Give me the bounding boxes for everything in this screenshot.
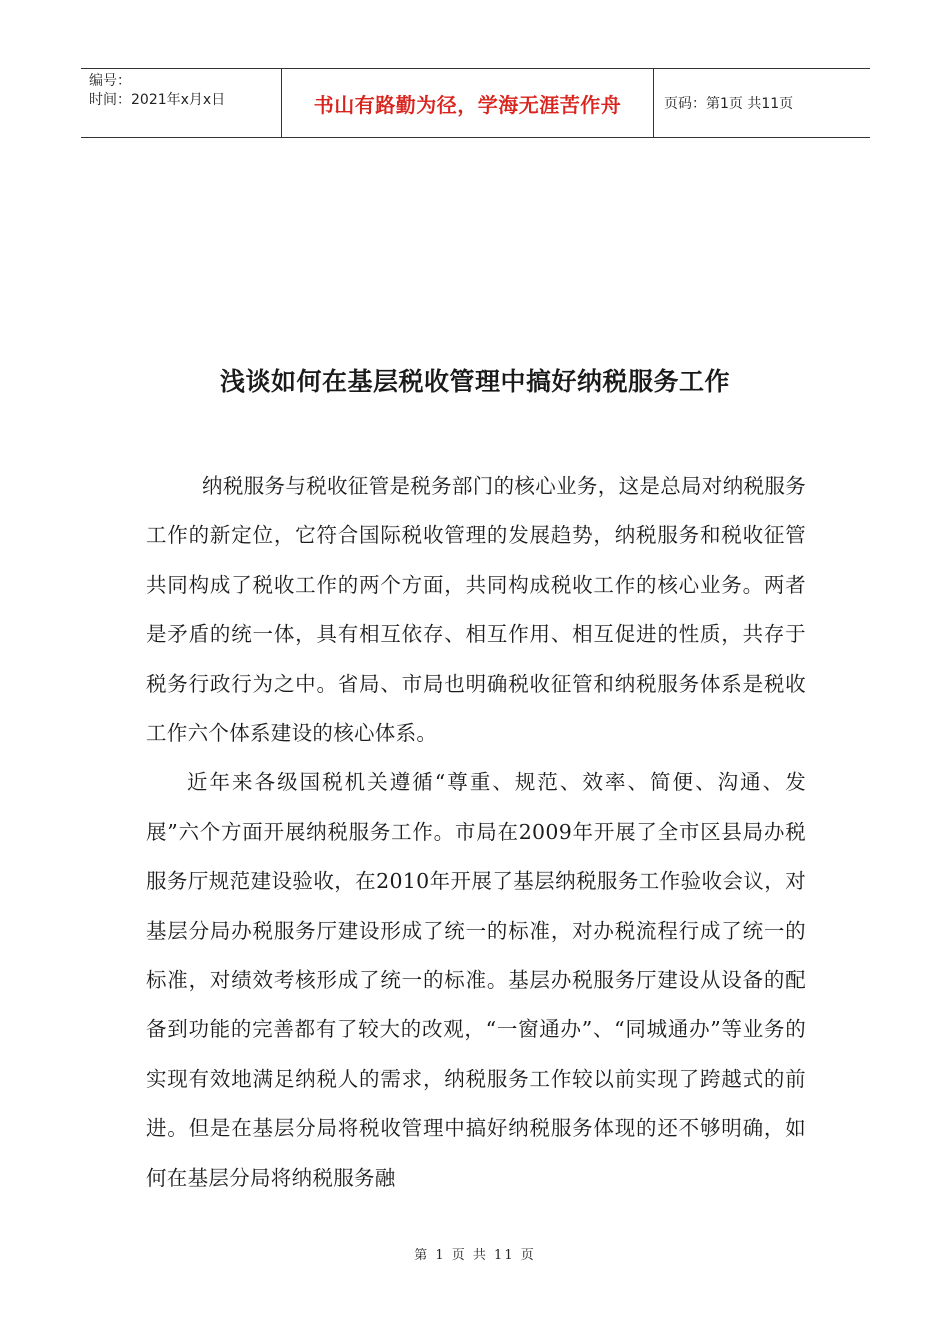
header-table	[81, 68, 870, 138]
header-motto-cell	[281, 69, 654, 137]
header-meta-cell	[81, 69, 281, 137]
motto-text: 书山有路勤为径，学海无涯苦作舟	[313, 92, 622, 117]
number-label: 编号：	[89, 73, 131, 89]
header-page-cell	[654, 69, 870, 137]
paragraph-2-text: 近年来各级国税机关遵循“尊重、规范、效率、简便、沟通、发展”六个方面开展纳税服务工作。市局在2009年开展了全市区县局办税服务厅规范建设验收，在2010年开展了基层纳税服务工作验收会议，对基层分局办税服务厅建设形成了统一的标准，对办税流程行成了统一的标准，对绩效考核形成了统一的标准。基层办税服务厅建设从设备的配备到功能的完善都有了较大的改观，“一窗通办”、“同城通办”等业务的实现有效地满足纳税人的需求，纳税服务工作较以前实现了跨越式的前进。但是在基层分局将税收管理中搞好纳税服务体现的还不够明确，如何在基层分局将纳税服务融	[146, 770, 806, 1190]
date-label: 时间：2021年x月x日	[89, 92, 226, 108]
paragraph-1	[146, 462, 806, 758]
paragraph-1-text: 纳税服务与税收征管是税务部门的核心业务，这是总局对纳税服务工作的新定位，它符合国际税收管理的发展趋势，纳税服务和税收征管共同构成了税收工作的两个方面，共同构成税收工作的核心业务。两者是矛盾的统一体，具有相互依存、相互作用、相互促进的性质，共存于税务行政行为之中。省局、市局也明确税收征管和纳税服务体系是税收工作六个体系建设的核心体系。	[146, 474, 806, 746]
document-title: 浅谈如何在基层税收管理中搞好纳税服务工作	[219, 367, 730, 396]
page-info: 页码：第1页 共11页	[664, 96, 794, 112]
paragraph-2	[146, 758, 806, 1203]
document-body	[146, 462, 806, 1203]
page-footer: 第 1 页 共 11 页	[414, 1248, 536, 1263]
